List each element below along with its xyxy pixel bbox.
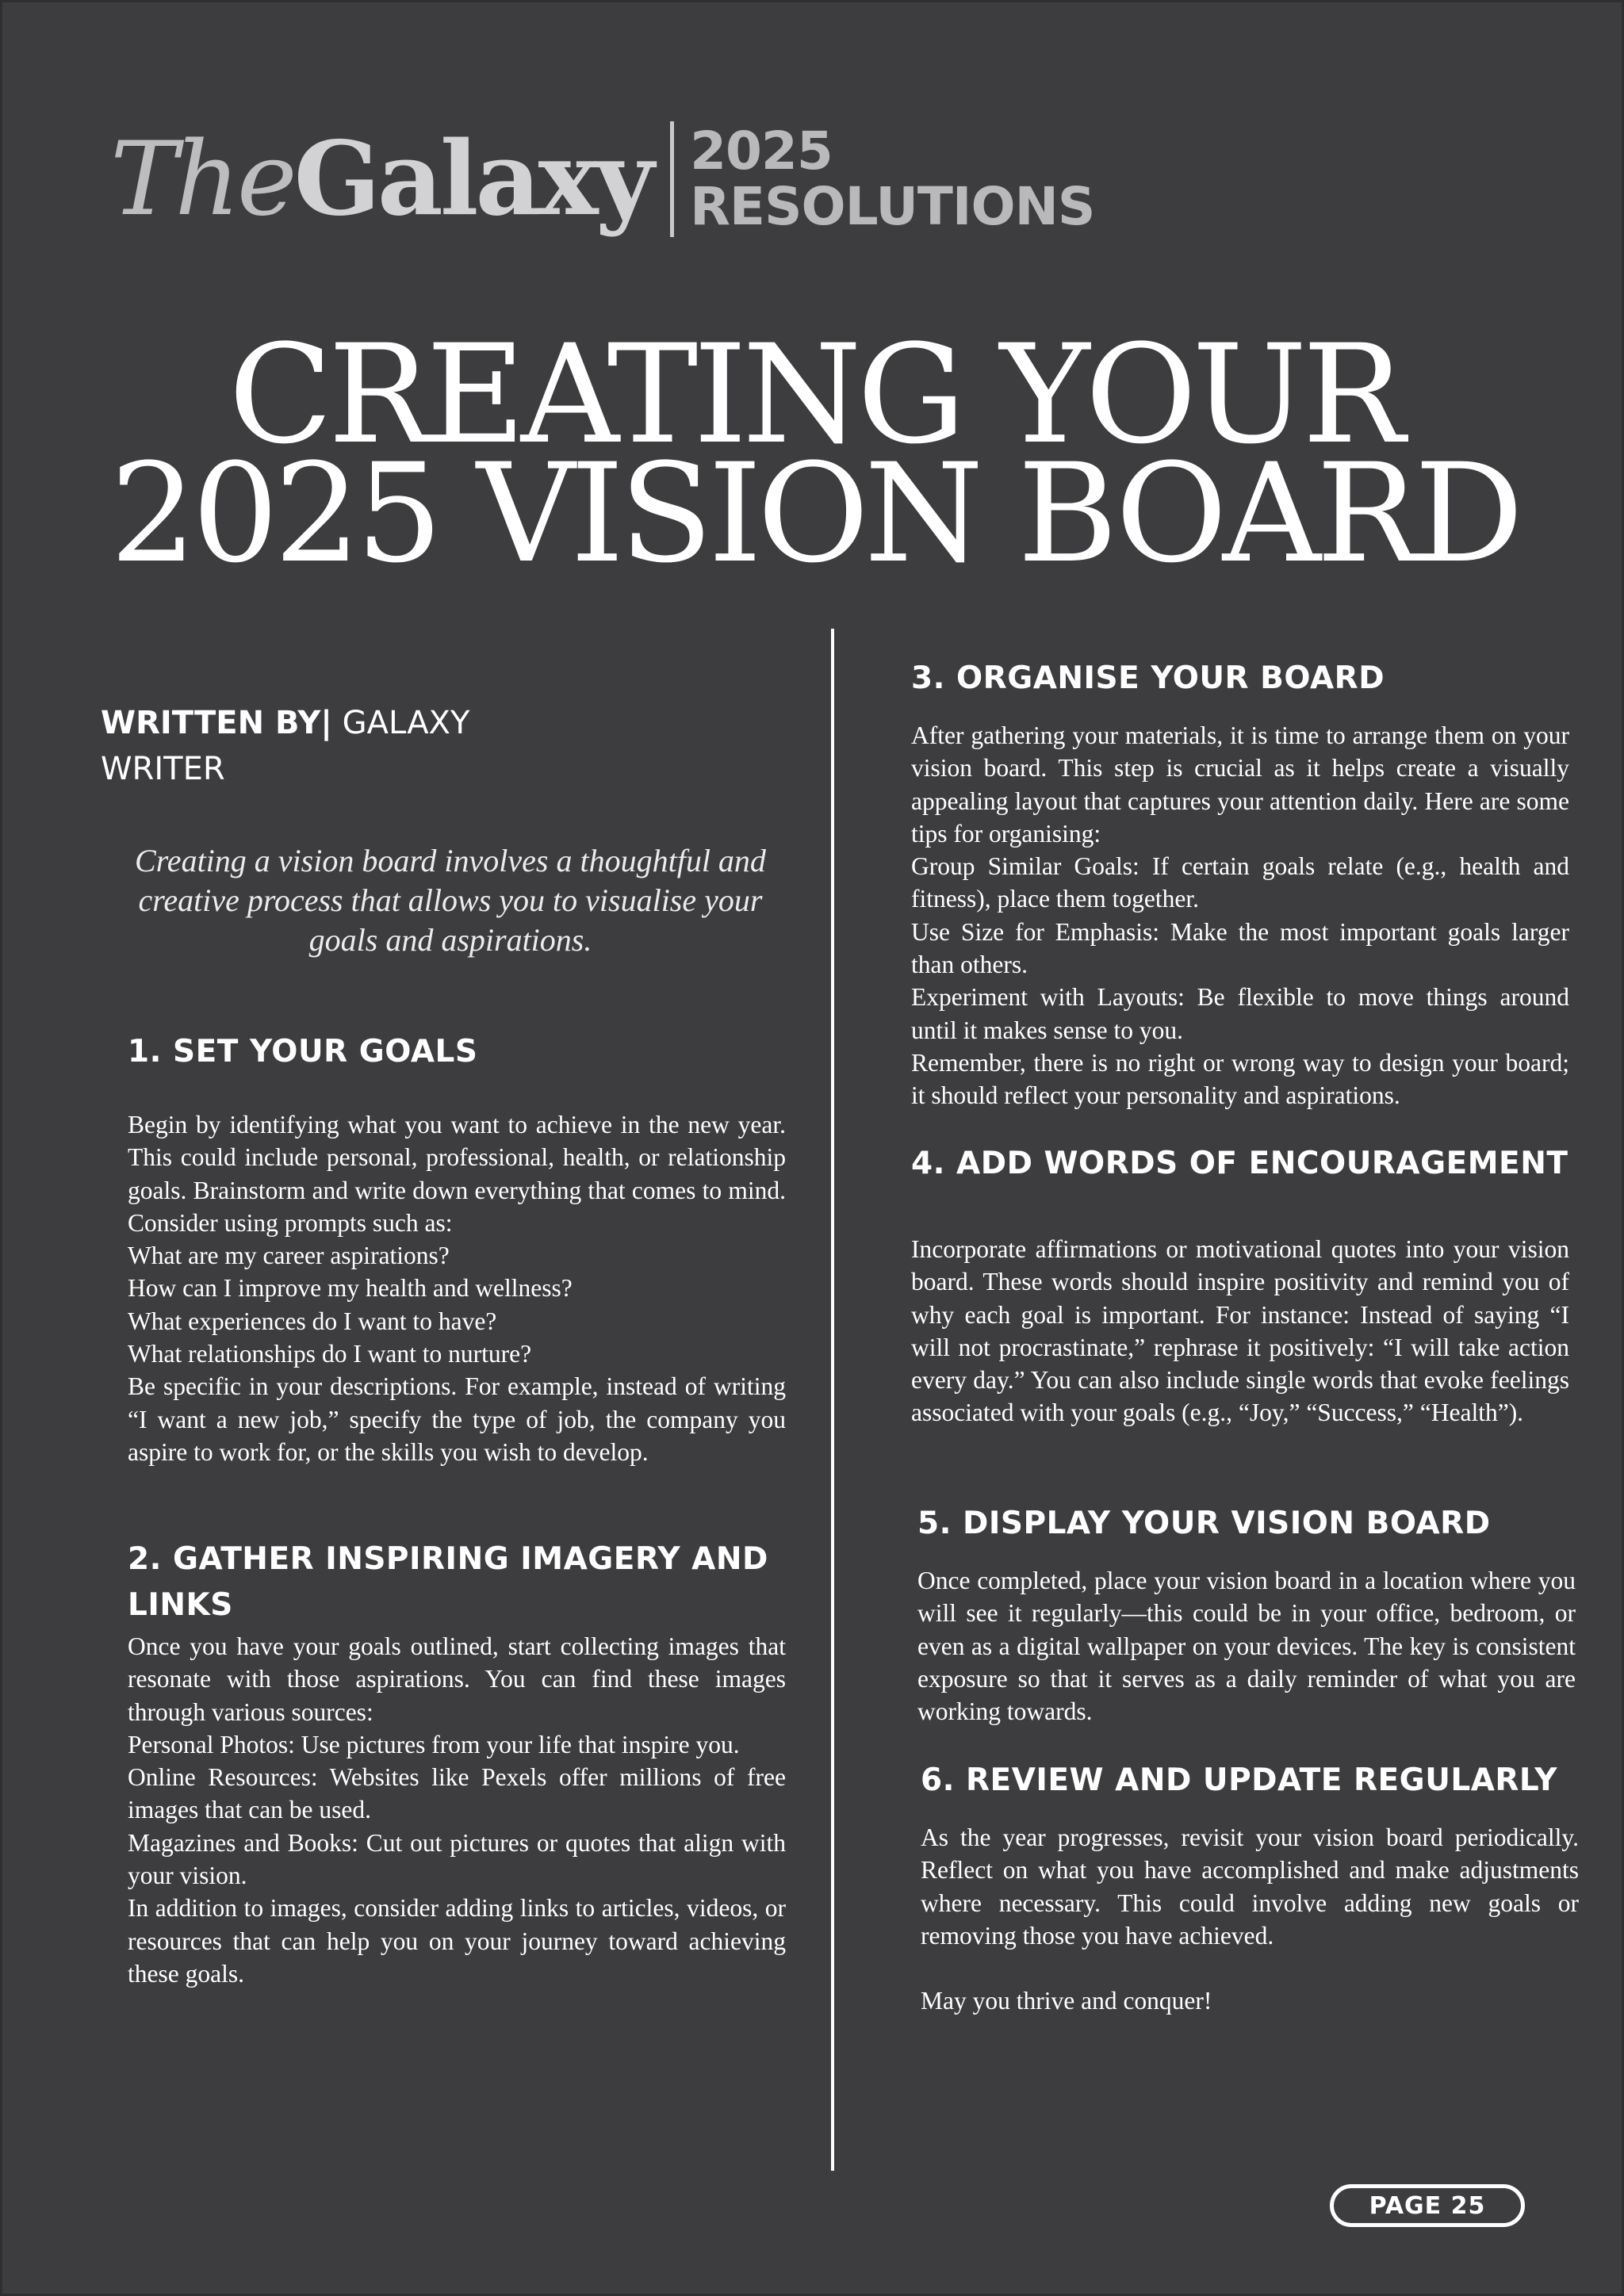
section-set-goals — [128, 1029, 786, 1468]
section-body — [911, 719, 1569, 1112]
section-heading: 4. ADD WORDS OF ENCOURAGEMENT — [911, 1146, 1568, 1181]
article-title — [2, 315, 1624, 593]
paragraph: What experiences do I want to have? — [128, 1307, 497, 1335]
section-body — [917, 1564, 1576, 1728]
section-body — [128, 1108, 786, 1468]
section-heading: 3. ORGANISE YOUR BOARD — [911, 660, 1385, 696]
section-heading: 2. GATHER INSPIRING IMAGERY AND LINKS — [128, 1541, 768, 1623]
byline-separator: | — [320, 705, 332, 741]
section-gather-imagery — [128, 1536, 786, 1990]
masthead-divider — [670, 121, 674, 237]
logo-galaxy: Galaxy — [293, 119, 652, 239]
issue-year: 2025 — [690, 121, 833, 182]
magazine-logo — [110, 119, 652, 239]
section-heading: 5. DISPLAY YOUR VISION BOARD — [917, 1506, 1491, 1541]
byline-author: GALAXY WRITER — [101, 705, 470, 787]
issue-label — [690, 121, 1095, 237]
paragraph: Experiment with Layouts: Be flexible to move things around until it makes sense to you. — [911, 983, 1569, 1044]
section-body — [128, 1630, 786, 1990]
logo-the: The — [110, 120, 294, 239]
section-organise-board — [911, 656, 1569, 1112]
paragraph: How can I improve my health and wellness? — [128, 1274, 573, 1303]
section-review-update — [921, 1758, 1579, 2017]
issue-series: RESOLUTIONS — [690, 176, 1095, 237]
intro-text: Creating a vision board involves a thoughtful and creative process that allows you to visualise your goals and aspirations. — [135, 843, 766, 958]
closing-line: May you thrive and conquer! — [921, 1987, 1212, 2015]
paragraph: Personal Photos: Use pictures from your life that inspire you. — [128, 1730, 740, 1758]
paragraph: Incorporate affirmations or motivational quotes into your vision board. These words should inspire positivity and remind you of why each goal is important. For instance: Instead of saying “I will not procrastinate,” rephrase it positively: “I will take action every day.” You can also include single words that evoke feelings associated with your goals (e.g., “Joy,” “Success,” “Health”). — [911, 1235, 1569, 1427]
title-line-2: 2025 VISION BOARD — [109, 434, 1519, 593]
paragraph: Group Similar Goals: If certain goals relate (e.g., health and fitness), place them together. — [911, 852, 1569, 913]
paragraph: What are my career aspirations? — [128, 1242, 450, 1270]
section-heading: 6. REVIEW AND UPDATE REGULARLY — [921, 1762, 1557, 1798]
paragraph: Begin by identifying what you want to achieve in the new year. This could include personal, professional, health, or relationship goals. Brainstorm and write down everything that comes to mind. Consider using prompts such as: — [128, 1111, 786, 1237]
byline-label: WRITTEN BY — [101, 705, 321, 741]
paragraph: Remember, there is no right or wrong way to design your board; it should reflect your personality and aspirations. — [911, 1048, 1569, 1110]
section-body — [921, 1821, 1579, 2017]
section-heading: 1. SET YOUR GOALS — [128, 1034, 478, 1070]
section-display-board — [917, 1501, 1576, 1728]
paragraph: As the year progresses, revisit your vision board periodically. Reflect on what you have accomplished and make adjustments where necessary. This could involve adding new goals or removing those you have achieved. — [921, 1823, 1579, 1950]
title-line-1: CREATING YOUR — [228, 315, 1400, 474]
paragraph: Magazines and Books: Cut out pictures or quotes that align with your vision. — [128, 1828, 786, 1890]
page-number-badge: PAGE 25 — [1330, 2184, 1525, 2227]
paragraph: Be specific in your descriptions. For example, instead of writing “I want a new job,” specify the type of job, the company you aspire to work for, or the skills you wish to develop. — [128, 1372, 786, 1466]
section-body — [911, 1233, 1569, 1429]
column-divider — [831, 629, 834, 2171]
paragraph: Once completed, place your vision board in a location where you will see it regularly—this could be in your office, bedroom, or even as a digital wallpaper on your devices. The key is consistent exposure so that it serves as a daily reminder of what you are working towards. — [917, 1567, 1576, 1726]
paragraph: What relationships do I want to nurture? — [128, 1340, 532, 1368]
paragraph: Online Resources: Websites like Pexels offer millions of free images that can be used. — [128, 1763, 786, 1824]
section-words-of-encouragement — [911, 1141, 1569, 1429]
paragraph: Use Size for Emphasis: Make the most important goals larger than others. — [911, 917, 1569, 979]
byline — [101, 700, 513, 792]
paragraph: Once you have your goals outlined, start collecting images that resonate with those aspirations. You can find these images through various sources: — [128, 1632, 786, 1726]
paragraph: In addition to images, consider adding links to articles, videos, or resources that can help you on your journey toward achieving these goals. — [128, 1894, 786, 1988]
paragraph: After gathering your materials, it is time to arrange them on your vision board. This step is crucial as it helps create a visually appealing layout that captures your attention daily. Here are some tips for organising: — [911, 721, 1569, 848]
masthead — [110, 120, 1094, 239]
